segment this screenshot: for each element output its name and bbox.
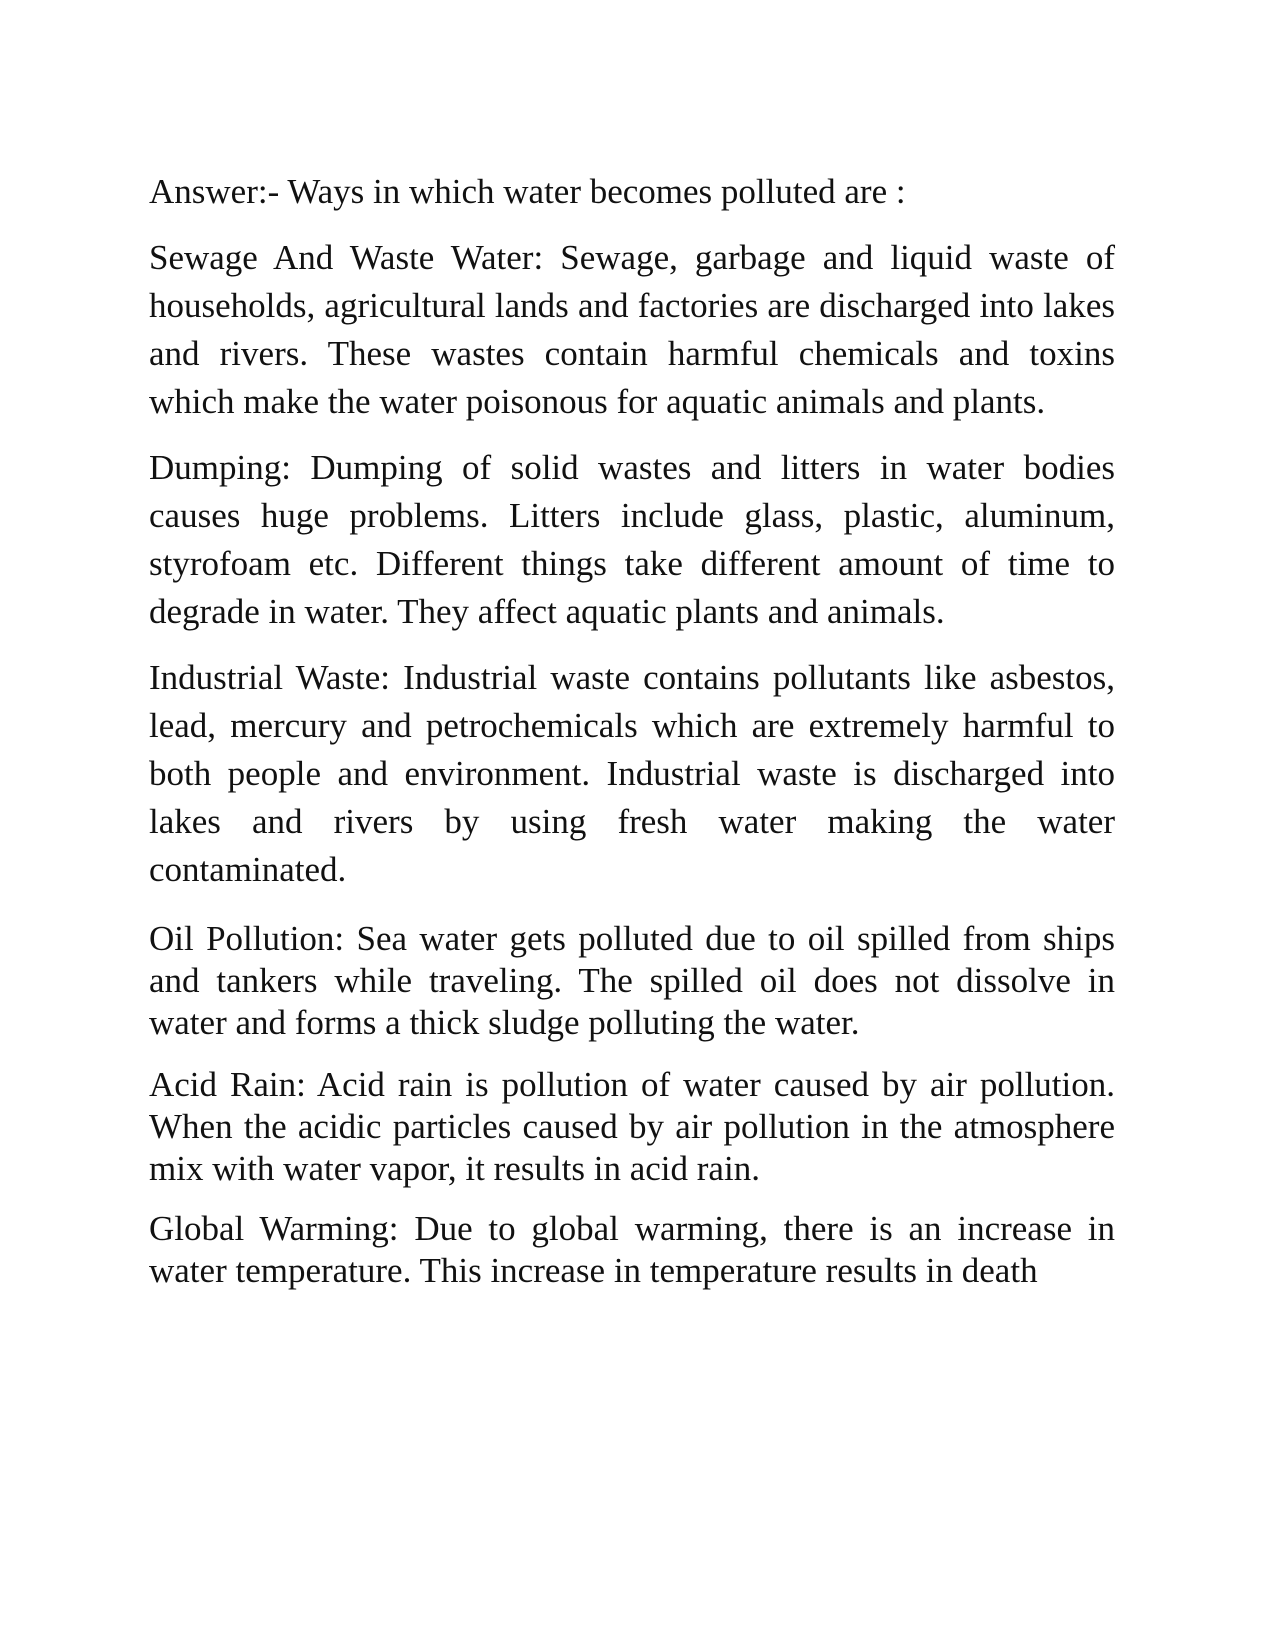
paragraph-text: Industrial waste contains pollutants like asbestos, lead, mercury and petrochemicals which are extremely harmful to both people and environment. Industrial waste is discharged into lakes and rivers by using fresh water making the water contaminated. (149, 658, 1116, 889)
document-body (149, 168, 1115, 1292)
paragraph-heading: Acid Rain: (149, 1065, 306, 1104)
paragraph-text: Due to global warming, there is an increase in water temperature. This increase in temperature results in death (149, 1209, 1115, 1290)
paragraph-industrial-waste (149, 654, 1115, 894)
paragraph-text: Dumping of solid wastes and litters in water bodies causes huge problems. Litters include glass, plastic, aluminum, styrofoam etc. Different things take different amount of time to degrade in water. They affect aquatic plants and animals. (149, 448, 1115, 631)
paragraph-text: Sea water gets polluted due to oil spilled from ships and tankers while traveling. The spilled oil does not dissolve in water and forms a thick sludge polluting the water. (149, 919, 1116, 1042)
paragraph-heading: Oil Pollution: (149, 919, 345, 958)
paragraph-dumping (149, 444, 1115, 636)
paragraph-heading: Dumping: (149, 448, 291, 487)
paragraph-sewage (149, 234, 1115, 426)
paragraph-text: Sewage, garbage and liquid waste of households, agricultural lands and factories are discharged into lakes and rivers. These wastes contain harmful chemicals and toxins which make the water poisonous for aquatic animals and plants. (149, 238, 1116, 421)
paragraph-oil-pollution (149, 918, 1115, 1044)
paragraph-acid-rain (149, 1064, 1115, 1190)
paragraph-heading: Industrial Waste: (149, 658, 390, 697)
answer-intro: Answer:- Ways in which water becomes polluted are : (149, 172, 906, 211)
paragraph-text: Acid rain is pollution of water caused by air pollution. When the acidic particles caused by air pollution in the atmosphere mix with water vapor, it results in acid rain. (149, 1065, 1115, 1188)
paragraph-global-warming (149, 1208, 1115, 1292)
paragraph-heading: Sewage And Waste Water: (149, 238, 544, 277)
paragraph-heading: Global Warming: (149, 1209, 399, 1248)
